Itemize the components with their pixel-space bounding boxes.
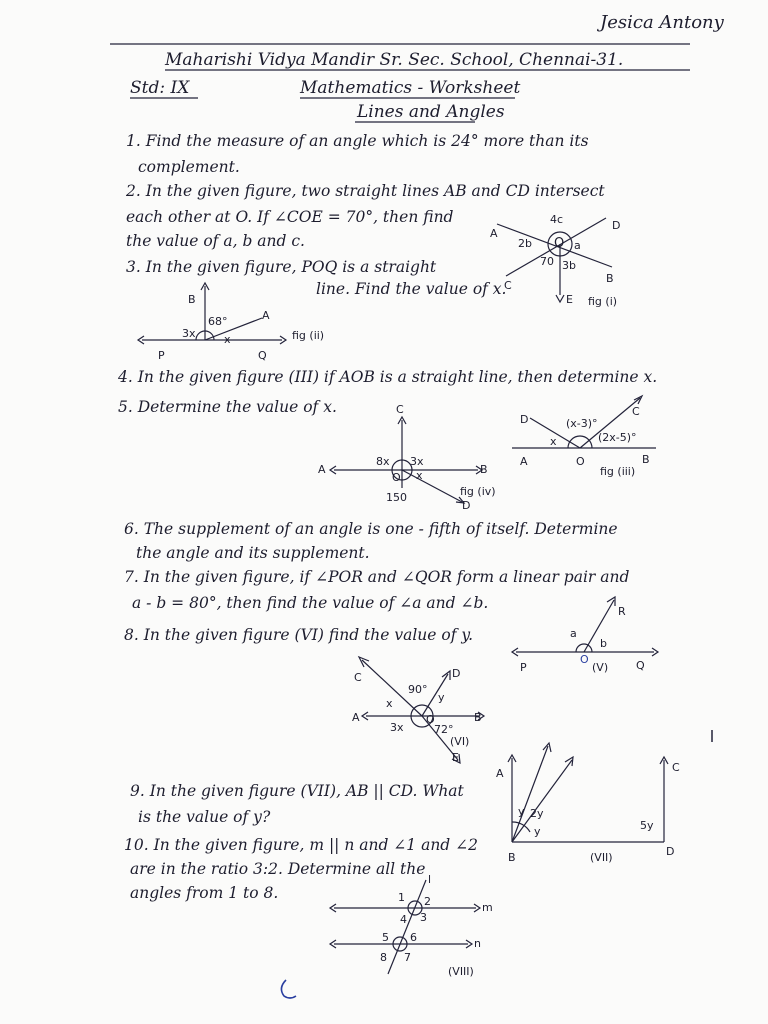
fig8-angle-4: 4 bbox=[400, 913, 407, 926]
fig1-label-a: A bbox=[490, 227, 498, 240]
fig5-angle-b: b bbox=[600, 637, 607, 650]
fig6-angle-90: 90° bbox=[408, 683, 428, 696]
fig2-label-a: A bbox=[262, 309, 270, 322]
fig6-label-d: D bbox=[452, 667, 461, 680]
q3-line1: 3. In the given figure, POQ is a straight bbox=[126, 258, 437, 276]
q2-line1: 2. In the given figure, two straight lines AB and CD intersect bbox=[126, 182, 605, 200]
fig1-label-d: D bbox=[612, 219, 621, 232]
fig4-label-b: B bbox=[480, 463, 488, 476]
q6-line2: the angle and its supplement. bbox=[136, 544, 370, 562]
fig2-label-b: B bbox=[188, 293, 196, 306]
fig4-label-a: A bbox=[318, 463, 326, 476]
fig8-label-n: n bbox=[474, 937, 481, 950]
fig6-angle-72: 72° bbox=[434, 723, 454, 736]
fig5-label-q: Q bbox=[636, 659, 645, 672]
fig4-label-c: C bbox=[396, 403, 404, 416]
fig2-angle-x: x bbox=[224, 333, 231, 346]
q9-line1: 9. In the given figure (VII), AB || CD. What bbox=[130, 782, 464, 800]
fig3-label-b: B bbox=[642, 453, 650, 466]
fig7-label-a: A bbox=[496, 767, 504, 780]
fig2-angle-3x: 3x bbox=[182, 327, 196, 340]
fig5-angle-a: a bbox=[570, 627, 577, 640]
q1-line2: complement. bbox=[138, 158, 240, 176]
fig4-angle-3x: 3x bbox=[410, 455, 424, 468]
fig6-label-o: O bbox=[426, 713, 435, 726]
fig4-angle-8x: 8x bbox=[376, 455, 390, 468]
subject-title: Mathematics - Worksheet bbox=[300, 78, 521, 98]
fig1-angle-a: a bbox=[574, 239, 581, 252]
fig6-label-b: B bbox=[474, 711, 482, 724]
q10-line2: are in the ratio 3:2. Determine all the bbox=[130, 860, 426, 878]
fig3-label-c: C bbox=[632, 405, 640, 418]
std-label: Std: IX bbox=[130, 78, 190, 98]
fig4-angle-x: x bbox=[416, 469, 423, 482]
fig5-label-p: P bbox=[520, 661, 527, 674]
fig6-caption: (VI) bbox=[450, 735, 470, 748]
fig8-caption: (VIII) bbox=[448, 965, 474, 978]
signature: Jesica Antony bbox=[600, 12, 724, 33]
fig4-caption: fig (iv) bbox=[460, 485, 496, 498]
fig3-label-d: D bbox=[520, 413, 529, 426]
fig4-label-o: O bbox=[392, 471, 401, 484]
fig2-label-p: P bbox=[158, 349, 165, 362]
fig1-angle-2b: 2b bbox=[518, 237, 532, 250]
fig1-label-e: E bbox=[566, 293, 573, 306]
fig1-angle-3b: 3b bbox=[562, 259, 576, 272]
fig1-label-c: C bbox=[504, 279, 512, 292]
topic-title: Lines and Angles bbox=[357, 102, 505, 122]
q4-line1: 4. In the given figure (III) if AOB is a straight line, then determine x. bbox=[118, 368, 658, 386]
fig5-label-o: O bbox=[580, 653, 589, 666]
q10-line1: 10. In the given figure, m || n and ∠1 and ∠2 bbox=[124, 836, 478, 854]
q2-line2: each other at O. If ∠COE = 70°, then find bbox=[126, 208, 454, 226]
fig7-label-d: D bbox=[666, 845, 675, 858]
fig8-angle-3: 3 bbox=[420, 911, 427, 924]
fig7-label-c: C bbox=[672, 761, 680, 774]
fig2-angle-68: 68° bbox=[208, 315, 228, 328]
fig7-caption: (VII) bbox=[590, 851, 613, 864]
fig6-label-e: E bbox=[452, 751, 459, 764]
fig4-label-d: D bbox=[462, 499, 471, 512]
q6-line1: 6. The supplement of an angle is one - fifth of itself. Determine bbox=[124, 520, 618, 538]
fig6-label-c: C bbox=[354, 671, 362, 684]
fig6-angle-3x: 3x bbox=[390, 721, 404, 734]
fig4-angle-150: 150 bbox=[386, 491, 407, 504]
q8-line1: 8. In the given figure (VI) find the value of y. bbox=[124, 626, 474, 644]
fig3-label-o: O bbox=[576, 455, 585, 468]
fig5-label-r: R bbox=[618, 605, 626, 618]
q10-line3: angles from 1 to 8. bbox=[130, 884, 279, 902]
fig8-label-l: l bbox=[428, 873, 432, 886]
q5-line1: 5. Determine the value of x. bbox=[118, 398, 337, 416]
q3-line2: line. Find the value of x. bbox=[316, 280, 507, 298]
q9-line2: is the value of y? bbox=[138, 808, 271, 826]
fig6-label-a: A bbox=[352, 711, 360, 724]
fig3-label-a: A bbox=[520, 455, 528, 468]
fig3-angle-2: (2x-5)° bbox=[598, 431, 637, 444]
fig8-angle-5: 5 bbox=[382, 931, 389, 944]
fig8-angle-2: 2 bbox=[424, 895, 431, 908]
fig5-caption: (V) bbox=[592, 661, 609, 674]
q2-line3: the value of a, b and c. bbox=[126, 232, 305, 250]
fig7-angle-y2: y bbox=[534, 825, 541, 838]
fig1-label-o: O bbox=[554, 236, 565, 251]
fig1-angle-4c: 4c bbox=[550, 213, 564, 226]
school-name: Maharishi Vidya Mandir Sr. Sec. School, Chennai-31. bbox=[165, 50, 624, 70]
fig8-angle-6: 6 bbox=[410, 931, 417, 944]
fig2-label-q: Q bbox=[258, 349, 267, 362]
fig2-caption: fig (ii) bbox=[292, 329, 325, 342]
fig1-angle-70: 70 bbox=[540, 255, 554, 268]
fig6-angle-x: x bbox=[386, 697, 393, 710]
fig7-angle-y1: y bbox=[518, 805, 525, 818]
fig3-angle-1: (x-3)° bbox=[566, 417, 598, 430]
fig8-angle-7: 7 bbox=[404, 951, 411, 964]
fig1-caption: fig (i) bbox=[588, 295, 618, 308]
fig7-angle-5y: 5y bbox=[640, 819, 654, 832]
q1-line1: 1. Find the measure of an angle which is 24° more than its bbox=[126, 132, 589, 150]
fig7-label-b: B bbox=[508, 851, 516, 864]
fig7-angle-2y: 2y bbox=[530, 807, 544, 820]
fig6-angle-y: y bbox=[438, 691, 445, 704]
fig3-caption: fig (iii) bbox=[600, 465, 636, 478]
q7-line1: 7. In the given figure, if ∠POR and ∠QOR form a linear pair and bbox=[124, 568, 630, 586]
fig3-angle-x: x bbox=[550, 435, 557, 448]
fig8-angle-8: 8 bbox=[380, 951, 387, 964]
fig1-label-b: B bbox=[606, 272, 614, 285]
fig8-label-m: m bbox=[482, 901, 493, 914]
q7-line2: a - b = 80°, then find the value of ∠a and ∠b. bbox=[132, 594, 489, 612]
fig8-angle-1: 1 bbox=[398, 891, 405, 904]
